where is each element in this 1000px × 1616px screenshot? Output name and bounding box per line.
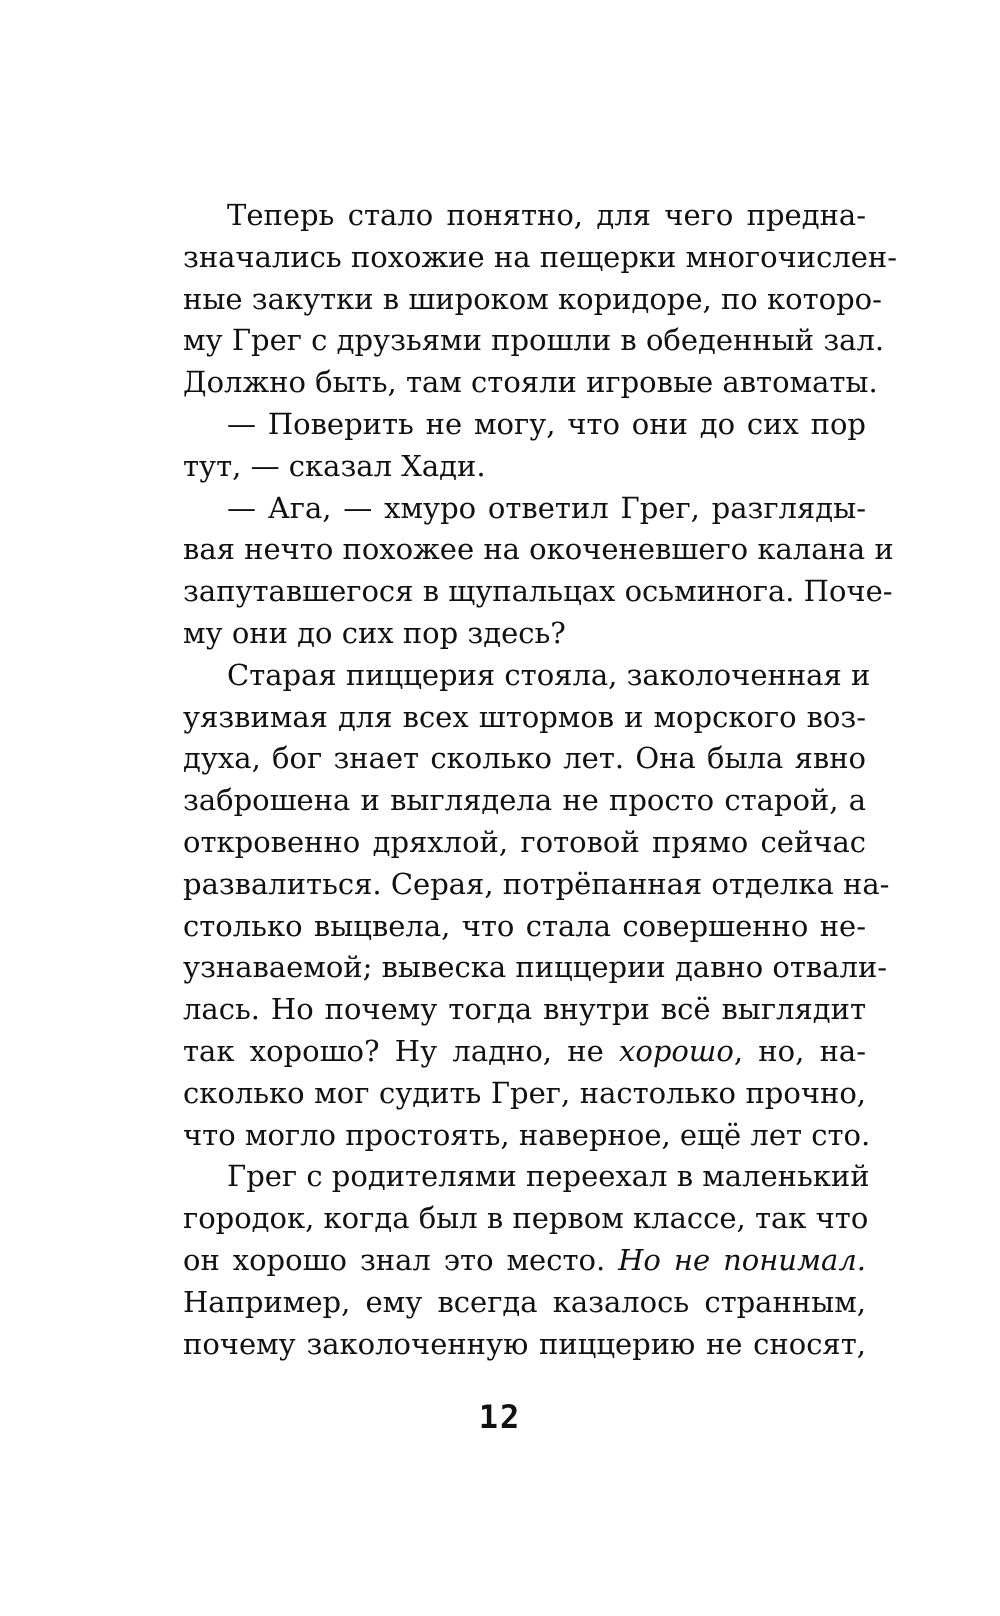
text-line: — Поверить не могу, что они до сих пор	[227, 406, 866, 441]
text-line: ные закутки в широком коридоре, по которо-	[183, 281, 882, 316]
paragraph-2	[183, 404, 866, 488]
paragraph-5	[183, 1156, 870, 1365]
text-line: значались похожие на пещерки многочислен-	[183, 239, 898, 274]
text-line-emphasis	[183, 1240, 866, 1282]
text-line: откровенно дряхлой, готовой прямо сейчас	[183, 824, 866, 859]
text-line: Теперь стало понятно, для чего предна-	[227, 198, 866, 232]
text-line-emphasis	[183, 1031, 866, 1073]
text-line: столько выцвела, что стала совершенно не-	[183, 908, 866, 943]
text-line: развалиться. Серая, потрёпанная отделка на-	[183, 866, 890, 901]
text-segment: , но, на-	[733, 1033, 866, 1068]
text-line: му они до сих пор здесь?	[183, 615, 566, 650]
text-line: уязвимая для всех штормов и морского воз-	[183, 699, 866, 734]
text-line: — Ага, — хмуро ответил Грег, разгляды-	[227, 490, 866, 525]
text-segment: так хорошо? Ну ладно, не	[183, 1033, 620, 1068]
body-text	[183, 195, 898, 1365]
text-line: запутавшегося в щупальцах осьминога. Поче-	[183, 574, 893, 609]
text-line: почему заколоченную пиццерию не сносят,	[183, 1326, 866, 1361]
emphasis-text: хорошо	[619, 1033, 734, 1068]
text-line: Старая пиццерия стояла, заколоченная и	[227, 657, 871, 692]
paragraph-4	[183, 655, 890, 1157]
text-line: Должно быть, там стояли игровые автоматы.	[183, 365, 878, 400]
text-line: сколько мог судить Грег, настолько прочно,	[183, 1075, 866, 1110]
text-line: му Грег с друзьями прошли в обеденный зал.	[183, 323, 885, 358]
text-line: узнаваемой; вывеска пиццерии давно отвали-	[183, 950, 888, 985]
text-line: вая нечто похожее на окоченевшего калана и	[183, 532, 894, 567]
text-line: городок, когда был в первом классе, так что	[183, 1201, 869, 1236]
emphasis-text: Но не понимал.	[618, 1242, 867, 1277]
paragraph-3	[183, 488, 894, 655]
page-number: 12	[478, 1398, 522, 1436]
text-line: тут, — сказал Хади.	[183, 448, 486, 483]
text-line: Грег с родителями переехал в маленький	[227, 1159, 870, 1194]
text-line: лась. Но почему тогда внутри всё выглядит	[183, 992, 866, 1027]
text-line: заброшена и выглядела не просто старой, а	[183, 783, 866, 818]
text-line: Например, ему всегда казалось странным,	[183, 1284, 866, 1319]
text-segment: он хорошо знал это место.	[183, 1242, 619, 1277]
text-line: духа, бог знает сколько лет. Она была явно	[183, 741, 866, 776]
text-line: что могло простоять, наверное, ещё лет сто.	[183, 1117, 871, 1152]
paragraph-1	[183, 195, 898, 404]
